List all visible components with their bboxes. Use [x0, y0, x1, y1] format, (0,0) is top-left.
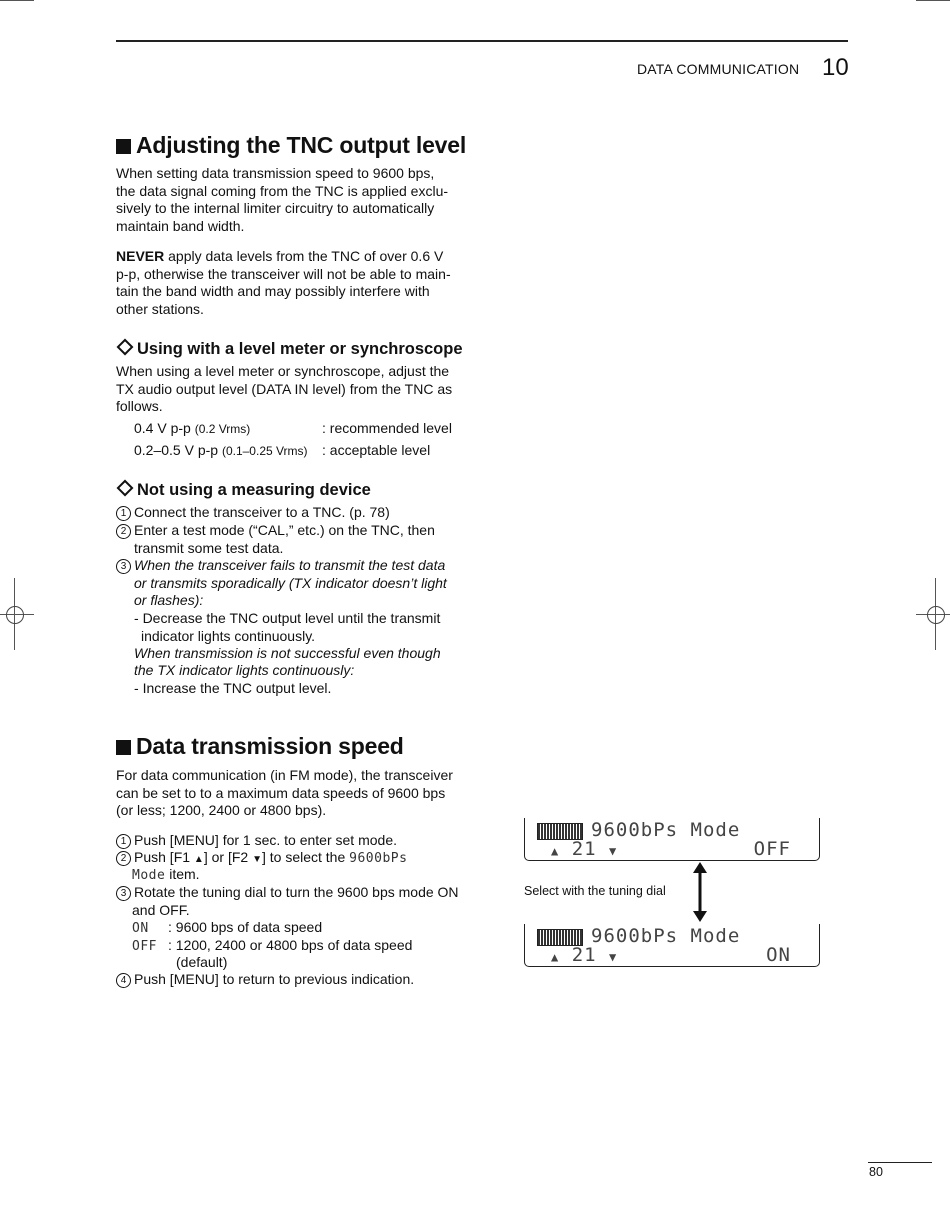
lcd-value: ON	[766, 944, 791, 966]
italic-condition: When transmission is not successful even though	[134, 645, 441, 661]
step-1: 1 Connect the transceiver to a TNC. (p. 78)	[116, 504, 390, 522]
speed-intro: For data communication (in FM mode), the transceiver can be set to to a maximum data speeds of 9600 bps (or less; 1200, 2400 or 4800 bps).	[116, 767, 453, 818]
step-3-cont: or transmits sporadically (TX indicator doesn’t light	[134, 575, 447, 591]
crop-mark	[916, 0, 950, 1]
lcd-display-off	[524, 818, 820, 861]
speed-step-4: 4 Push [MENU] to return to previous indication.	[116, 971, 414, 989]
section-name: DATA COMMUNICATION	[637, 61, 800, 77]
lcd-menu-text: 9600bPs Mode	[591, 925, 741, 947]
step-2-cont: transmit some test data.	[134, 540, 284, 556]
square-bullet-icon	[116, 139, 131, 154]
step-3-cont: or flashes):	[134, 592, 204, 608]
down-arrow-icon: ▼	[609, 950, 618, 964]
up-arrow-icon: ▲	[193, 854, 204, 865]
diamond-bullet-icon	[117, 480, 134, 497]
on-option: ON : 9600 bps of data speed	[132, 919, 323, 936]
tnc-intro: When setting data transmission speed to 9600 bps, the data signal coming from the TNC is applied exclu- sively to the internal limiter circuitry to automatically maintain band width.	[116, 165, 449, 234]
level-desc-acceptable: : acceptable level	[322, 442, 431, 458]
section-title-tnc: Adjusting the TNC output level	[116, 132, 466, 159]
registration-mark-left	[6, 606, 24, 624]
speed-step-3-cont: and OFF.	[132, 902, 190, 918]
chapter-number: 10	[822, 54, 849, 81]
lcd-item-number: ▲ 21 ▼	[551, 944, 618, 966]
lcd-display-on	[524, 924, 820, 967]
dash-item-decrease-cont: indicator lights continuously.	[141, 628, 316, 644]
down-arrow-icon: ▼	[252, 854, 262, 865]
lcd-value: OFF	[753, 838, 791, 860]
subsection-title-no-device: Not using a measuring device	[116, 481, 371, 500]
dash-item-increase: - Increase the TNC output level.	[134, 680, 332, 696]
down-arrow-icon: ▼	[609, 844, 618, 858]
speed-step-3: 3 Rotate the tuning dial to turn the 9600 bps mode ON	[116, 884, 459, 902]
speed-step-1: 1 Push [MENU] for 1 sec. to enter set mode.	[116, 832, 397, 850]
double-arrow-icon	[690, 862, 710, 922]
level-row-recommended: 0.4 V p-p (0.2 Vrms)	[134, 420, 251, 436]
level-row-acceptable: 0.2–0.5 V p-p (0.1–0.25 Vrms)	[134, 442, 308, 458]
registration-mark-right	[927, 606, 945, 624]
diamond-bullet-icon	[117, 339, 134, 356]
step-3: 3 When the transceiver fails to transmit the test data	[116, 557, 445, 575]
section-title-speed: Data transmission speed	[116, 733, 404, 760]
off-option-default: (default)	[176, 954, 228, 970]
lcd-item-number: ▲ 21 ▼	[551, 838, 618, 860]
header-rule	[116, 40, 848, 42]
crop-mark	[0, 0, 34, 1]
dash-item-decrease: - Decrease the TNC output level until the transmit	[134, 610, 441, 626]
speed-step-2-cont: Mode item.	[132, 866, 200, 883]
step-2: 2 Enter a test mode (“CAL,” etc.) on the TNC, then	[116, 522, 435, 540]
never-warning: NEVER apply data levels from the TNC of over 0.6 V p-p, otherwise the transceiver will not be able to main- tain the band width and may possibly interfere with other stations.	[116, 248, 451, 317]
square-bullet-icon	[116, 740, 131, 755]
speed-step-2: 2 Push [F1 ▲] or [F2 ▼] to select the 9600bPs	[116, 849, 407, 869]
level-meter-text: When using a level meter or synchroscope, adjust the TX audio output level (DATA IN level) from the TNC as follows.	[116, 363, 453, 414]
up-arrow-icon: ▲	[551, 844, 560, 858]
dial-caption: Select with the tuning dial	[524, 884, 666, 898]
italic-condition-cont: the TX indicator lights continuously:	[134, 662, 355, 678]
subsection-title-level-meter: Using with a level meter or synchroscope	[116, 340, 463, 359]
page-number: 80	[869, 1165, 883, 1179]
footer-rule	[868, 1162, 932, 1163]
lcd-menu-text: 9600bPs Mode	[591, 819, 741, 841]
up-arrow-icon: ▲	[551, 950, 560, 964]
level-desc-recommended: : recommended level	[322, 420, 452, 436]
off-option: OFF : 1200, 2400 or 4800 bps of data speed	[132, 937, 413, 954]
